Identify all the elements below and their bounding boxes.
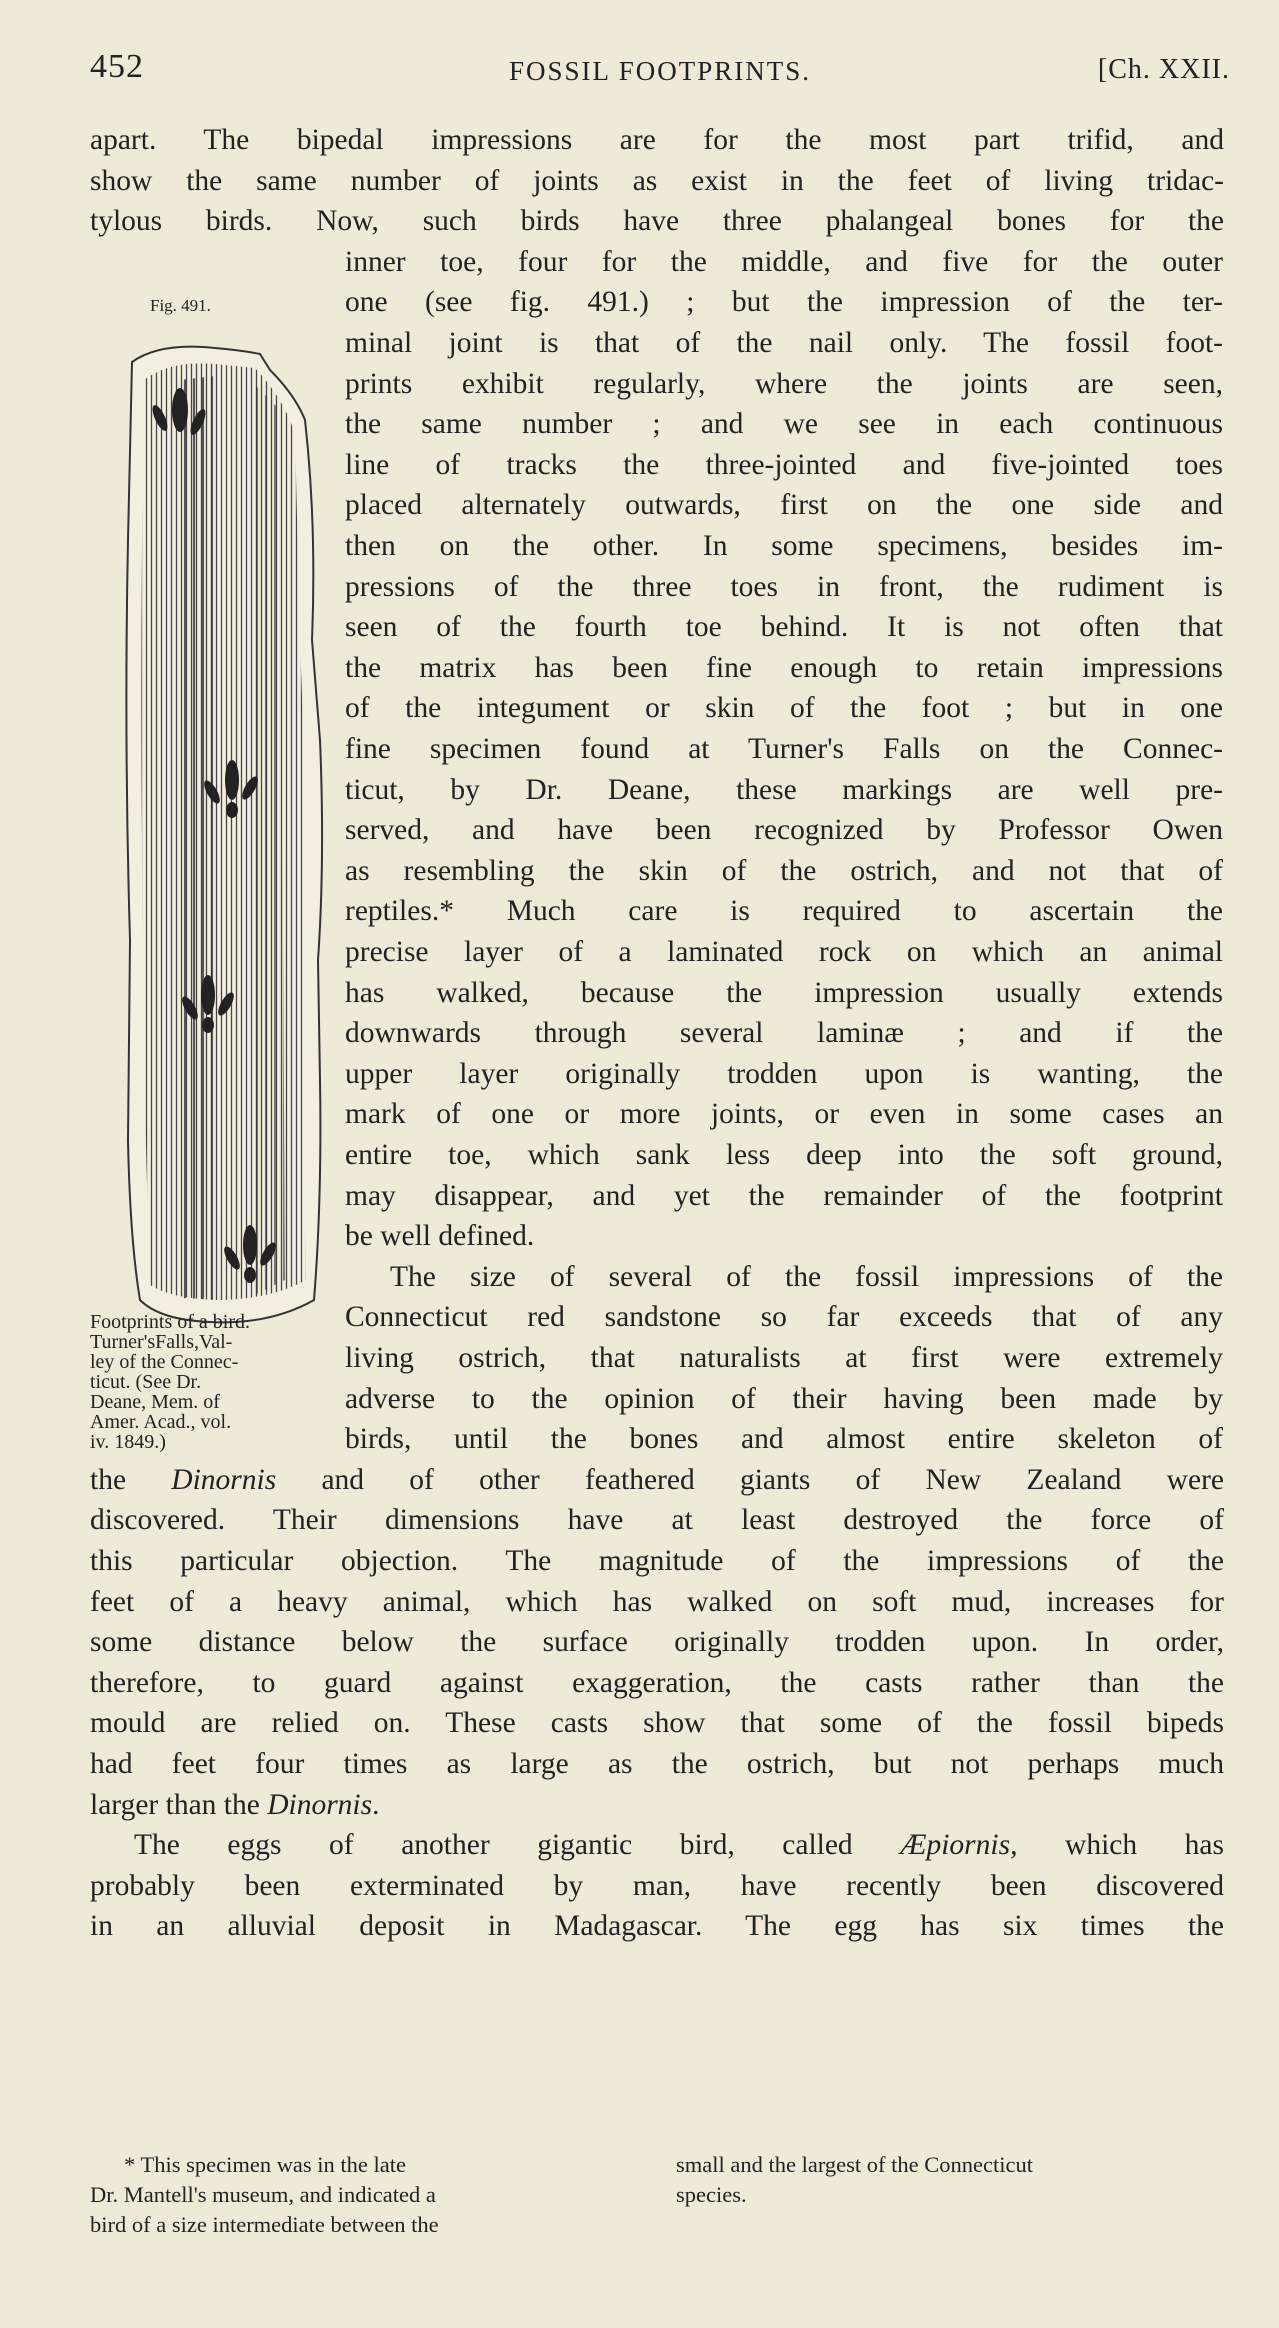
italic-term: Dinornis [267,1788,373,1821]
text-line: living ostrich, that naturalists at first were extremely [345,1342,1223,1374]
text-line: adverse to the opinion of their having been made by [345,1382,1223,1415]
text-line: probably been exterminated by man, have recently been discovered [90,1869,1224,1902]
text-line [90,1460,1224,1500]
text-line: the same number ; and we see in each continuous [345,408,1223,441]
text-line: one (see fig. 491.) ; but the impression of the ter- [345,286,1223,319]
text-line: this particular objection. The magnitude of the impressions of the [90,1545,1224,1577]
footprint-slab-illustration [120,340,328,1330]
text-line: entire toe, which sank less deep into the soft ground, [345,1139,1223,1171]
footnote-left-column [90,2150,660,2240]
text-line: as resembling the skin of the ostrich, and not that of [345,854,1223,887]
text-line: Connecticut red sandstone so far exceeds that of any [345,1301,1223,1334]
footnote-line: species. [676,2182,747,2207]
text-line: of the integument or skin of the foot ; but in one [345,692,1223,725]
running-header [90,48,1230,98]
text-line [134,1825,1224,1865]
text-line: ticut, by Dr. Deane, these markings are well pre- [345,773,1223,806]
text-line: inner toe, four for the middle, and five for the outer [345,245,1223,278]
text-line: the matrix has been fine enough to retain impressions [345,651,1223,684]
text-line: precise layer of a laminated rock on which an animal [345,936,1223,968]
caption-line: ticut. (See Dr. [90,1371,202,1393]
footnote-line: Dr. Mantell's museum, and indicated a [90,2182,436,2207]
text-line: then on the other. In some specimens, besides im- [345,530,1223,562]
running-title: FOSSIL FOOTPRINTS. [508,56,812,86]
text-line: therefore, to guard against exaggeration, the casts rather than the [90,1666,1224,1699]
text-line: fine specimen found at Turner's Falls on the Connec- [345,733,1223,765]
text-line: show the same number of joints as exist in the feet of living tridac- [90,164,1224,197]
text-line: be well defined. [345,1220,535,1253]
text-segment: which has [1017,1829,1225,1862]
figure-label: Fig. 491. [150,296,211,315]
text-line: had feet four times as large as the ostrich, but not perhaps much [90,1748,1224,1780]
text-line: downwards through several laminæ ; and if the [345,1017,1223,1050]
text-line: in an alluvial deposit in Madagascar. The egg has six times the [90,1910,1224,1943]
text-line: line of tracks the three-jointed and five-jointed toes [345,448,1223,481]
text-line: upper layer originally trodden upon is wanting, the [345,1057,1223,1090]
text-line: mould are relied on. These casts show that some of the fossil bipeds [90,1707,1224,1740]
text-segment: The eggs of another gigantic bird, called [134,1829,901,1862]
text-segment: larger than the [90,1788,268,1821]
text-line: reptiles.* Much care is required to ascertain the [345,895,1223,928]
text-line [90,1785,1224,1825]
text-line: feet of a heavy animal, which has walked on soft mud, increases for [90,1585,1224,1618]
text-line: some distance below the surface originally trodden upon. In order, [90,1626,1224,1659]
text-line: mark of one or more joints, or even in some cases an [345,1098,1223,1131]
caption-line: Deane, Mem. of [90,1391,220,1413]
text-line: birds, until the bones and almost entire skeleton of [345,1423,1223,1456]
footnote-line: bird of a size intermediate between the [90,2212,439,2237]
text-segment: and of other feathered giants of New Zealand were [276,1463,1224,1496]
text-line: may disappear, and yet the remainder of the footprint [345,1179,1223,1212]
text-segment: the [90,1463,172,1496]
text-line: prints exhibit regularly, where the joints are seen, [345,367,1223,400]
text-line: seen of the fourth toe behind. It is not often that [345,611,1223,644]
figure-caption [90,1312,355,1452]
text-line: apart. The bipedal impressions are for the most part trifid, and [90,124,1224,156]
footnote-right-column [676,2150,1236,2210]
caption-line: Footprints of a bird. [90,1311,250,1333]
text-line: placed alternately outwards, first on the one side and [345,489,1223,522]
page-number: 452 [90,48,144,85]
italic-term: Æpiornis, [900,1829,1018,1862]
text-line: tylous birds. Now, such birds have three phalangeal bones for the [90,205,1224,238]
caption-line: ley of the Connec- [90,1351,239,1373]
italic-term: Dinornis [171,1463,277,1496]
text-line: pressions of the three toes in front, the rudiment is [345,570,1223,603]
text-line: minal joint is that of the nail only. The fossil foot- [345,327,1223,359]
caption-line: Amer. Acad., vol. [90,1411,232,1433]
chapter-reference: [Ch. XXII. [1097,54,1230,85]
text-line: served, and have been recognized by Professor Owen [345,814,1223,847]
footnote-line: small and the largest of the Connecticut [676,2152,1033,2177]
text-line: has walked, because the impression usually extends [345,976,1223,1009]
caption-line: iv. 1849.) [90,1431,166,1453]
text-line: The size of several of the fossil impressions of the [390,1260,1223,1293]
text-line: discovered. Their dimensions have at least destroyed the force of [90,1504,1224,1537]
footnote-line: * This specimen was in the late [124,2152,407,2177]
text-segment: . [372,1788,380,1821]
caption-line: Turner'sFalls,Val- [90,1331,233,1353]
